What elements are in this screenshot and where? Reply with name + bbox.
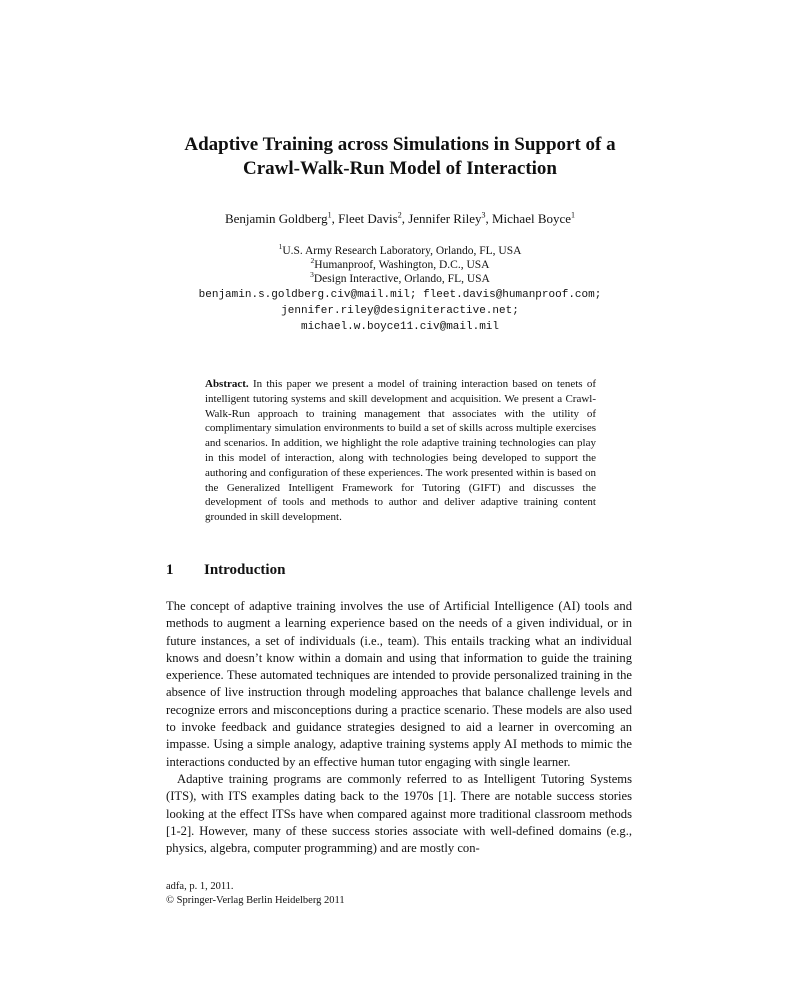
author-affil-mark: 3 <box>481 210 486 220</box>
affiliation <box>100 272 700 286</box>
abstract-text: In this paper we present a model of training interaction based on tenets of intelligent tutoring systems and skill development and acquisition. We present a Crawl-Walk-Run approach to training management that associates with the utility of complimentary simulation environments to build a set of skills across multiple exercises and scenarios. In addition, we highlight the role adaptive training technologies can play in this model of interaction, along with technologies being developed to support the authoring and configuration of these experiences. The work presented within is based on the Generalized Intelligent Framework for Tutoring (GIFT) and discusses the development of tools and methods to author and deliver adaptive training content grounded in skill development. <box>205 378 597 524</box>
email-line: benjamin.s.goldberg.civ@mail.mil; fleet.davis@humanproof.com; <box>198 289 602 301</box>
author-name: Benjamin Goldberg <box>224 211 328 226</box>
affiliation-mark: 2 <box>310 256 315 266</box>
affiliation-text: Humanproof, Washington, D.C., USA <box>314 259 490 271</box>
affiliation-text: U.S. Army Research Laboratory, Orlando, FL, USA <box>282 245 522 257</box>
author-affil-mark: 1 <box>571 210 576 220</box>
affiliation <box>100 258 700 272</box>
author-affil-mark: 2 <box>397 210 402 220</box>
footer-line: © Springer-Verlag Berlin Heidelberg 2011 <box>166 895 345 906</box>
author-name: Michael Boyce <box>491 211 572 226</box>
abstract <box>205 377 596 525</box>
abstract-label: Abstract. <box>205 378 249 390</box>
page-footer <box>166 880 345 908</box>
section-title: Introduction <box>204 562 286 578</box>
title-line-2: Crawl-Walk-Run Model of Interaction <box>242 158 557 179</box>
body-paragraph: Adaptive training programs are commonly referred to as Intelligent Tutoring Systems (ITS), with ITS examples dating back to the 1970s [1]. There are notable success stories looking at the effect ITSs have when compared against more traditional classroom methods [1-2]. However, many of these success stories associate with well-defined domains (e.g., physics, algebra, computer programming) and are mostly con- <box>166 771 632 856</box>
footer-line: adfa, p. 1, 2011. <box>166 881 234 892</box>
paper-title <box>100 133 700 181</box>
affiliation-list <box>100 244 700 286</box>
affiliation-text: Design Interactive, Orlando, FL, USA <box>313 273 490 285</box>
author-affil-mark: 1 <box>327 210 332 220</box>
affiliation <box>100 244 700 258</box>
email-line: jennifer.riley@designiteractive.net; <box>281 305 519 317</box>
author-name: Fleet Davis <box>338 211 398 226</box>
section-body <box>166 598 632 857</box>
email-list <box>100 287 700 335</box>
author-list: Benjamin Goldberg$^1$, Fleet Davis$^2$, Jennifer Riley$^3$, Michael Boyce$^1$ <box>224 210 576 226</box>
section-number: 1 <box>166 562 174 578</box>
body-paragraph: The concept of adaptive training involves the use of Artificial Intelligence (AI) tools and methods to augment a learning experience based on the needs of a given individual, or in future instances, a set of individuals (i.e., team). This entails tracking what an individual knows and doesn’t know within a domain and using that information to guide the training experience. These automated techniques are intended to provide personalized training in the absence of live instruction through modeling approaches that balance challenge levels and recognize errors and misconceptions during a practice scenario. These models are also used to invoke feedback and guidance strategies designed to aid a learner in overcoming an impasse. Using a simple analogy, adaptive training systems apply AI methods to mimic the interactions conducted by an effective human tutor engaging with single learner. <box>166 599 632 769</box>
author-name: Jennifer Riley <box>408 211 482 226</box>
email-line: michael.w.boyce11.civ@mail.mil <box>300 321 500 333</box>
section-heading <box>166 561 285 579</box>
affiliation-mark: 3 <box>310 270 314 280</box>
affiliation-mark: 1 <box>278 242 283 252</box>
title-line-1: Adaptive Training across Simulations in Support of a <box>184 134 616 155</box>
